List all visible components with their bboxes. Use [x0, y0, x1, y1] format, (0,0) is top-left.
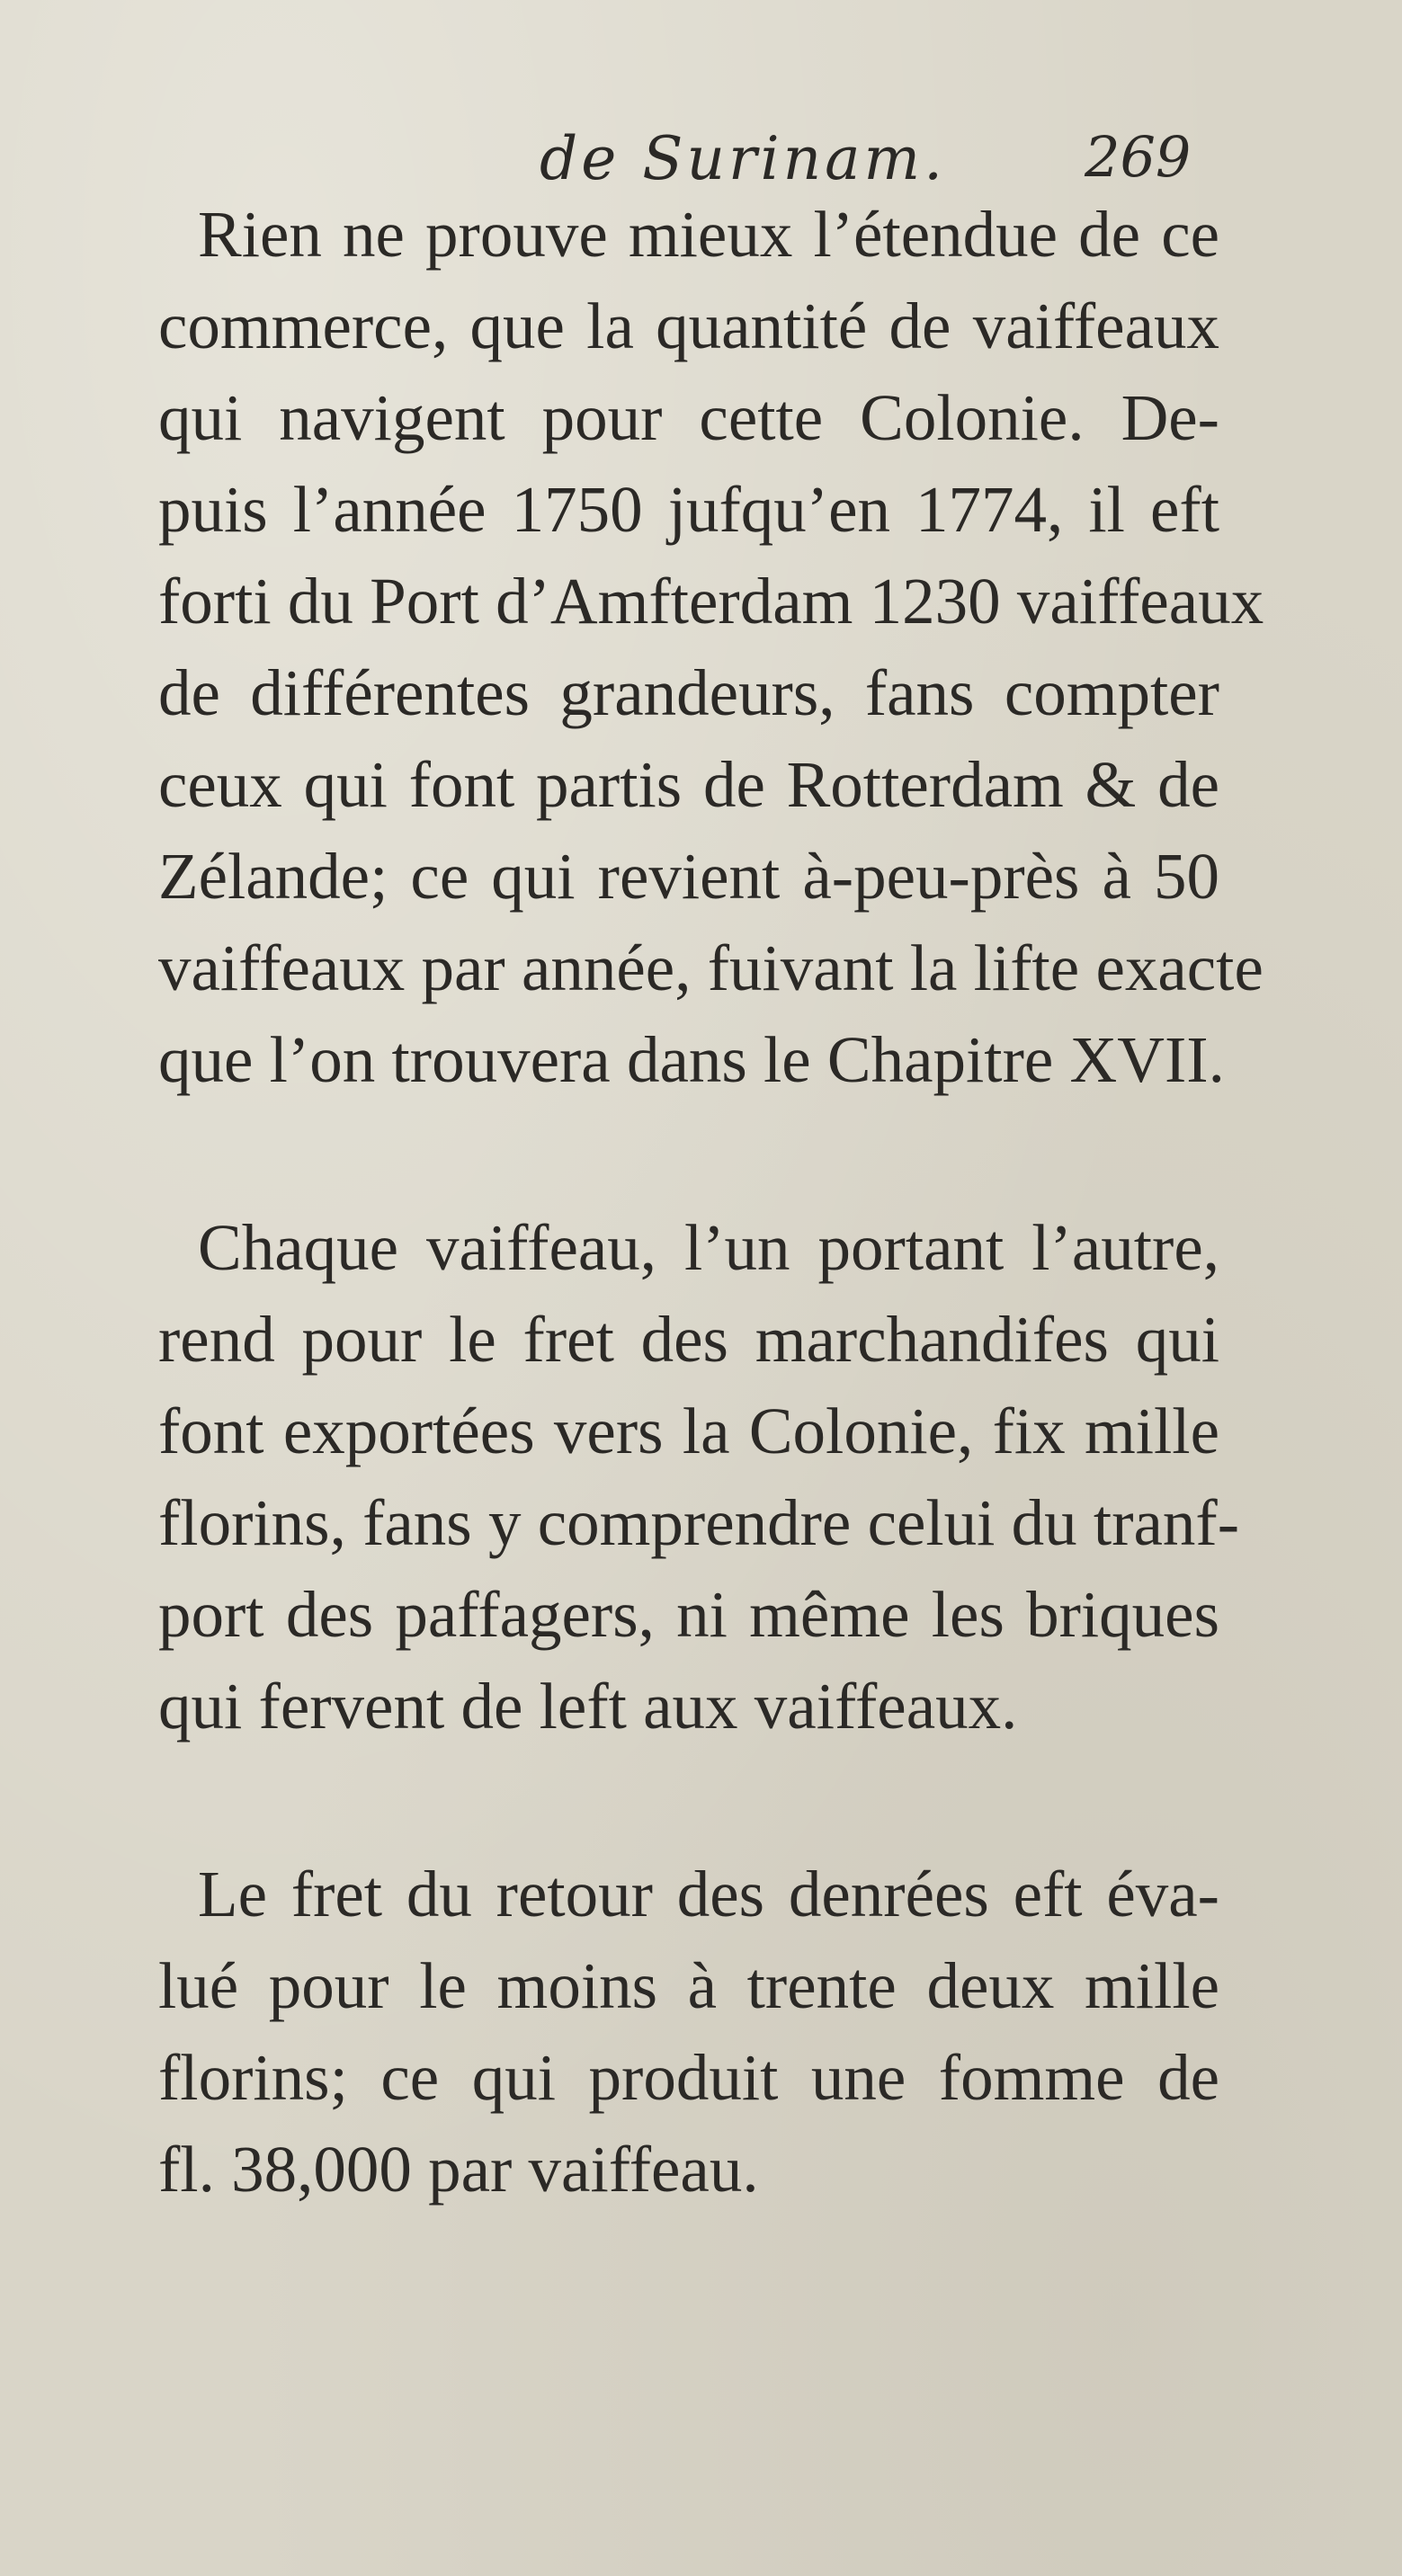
text-line: qui navigent pour cette Colonie. De- — [158, 381, 1219, 454]
text-line: Rien ne prouve mieux l’étendue de ce — [198, 198, 1219, 271]
paragraph-1 — [158, 189, 1264, 1106]
running-head — [0, 117, 1402, 193]
text-line: port des paffagers, ni même les briques — [158, 1578, 1219, 1651]
text-line: forti du Port d’Amfterdam 1230 vaiffeaux — [158, 565, 1264, 637]
text-line: font exportées vers la Colonie, fix mille — [158, 1395, 1219, 1467]
text-line: Zélande; ce qui revient à-peu-près à 50 — [158, 840, 1219, 913]
text-line: Chaque vaiffeau, l’un portant l’autre, — [198, 1211, 1219, 1284]
text-line: puis l’année 1750 jufqu’en 1774, il eft — [158, 473, 1219, 546]
text-line: lué pour le moins à trente deux mille — [158, 1949, 1219, 2022]
text-line: que l’on trouvera dans le Chapitre XVII. — [158, 1023, 1225, 1096]
text-line: qui fervent de left aux vaiffeaux. — [158, 1670, 1018, 1743]
text-line: Le fret du retour des denrées eft éva- — [198, 1858, 1219, 1930]
paragraph-3 — [158, 1849, 1219, 2215]
text-line: florins; ce qui produit une fomme de — [158, 2041, 1219, 2114]
page-number: 269 — [1085, 124, 1192, 190]
text-line: fl. 38,000 par vaiffeau. — [158, 2133, 759, 2206]
paragraph-2 — [158, 1202, 1240, 1752]
text-line: florins, fans y comprendre celui du tranf- — [158, 1486, 1240, 1559]
text-line: rend pour le fret des marchandifes qui — [158, 1303, 1219, 1376]
text-line: de différentes grandeurs, fans compter — [158, 656, 1219, 729]
text-line: commerce, que la quantité de vaiffeaux — [158, 290, 1219, 362]
running-title: de Surinam. — [540, 124, 947, 193]
text-line: ceux qui font partis de Rotterdam & de — [158, 748, 1219, 821]
body-text — [158, 189, 1264, 2215]
text-line: vaiffeaux par année, fuivant la lifte exacte — [158, 931, 1264, 1004]
